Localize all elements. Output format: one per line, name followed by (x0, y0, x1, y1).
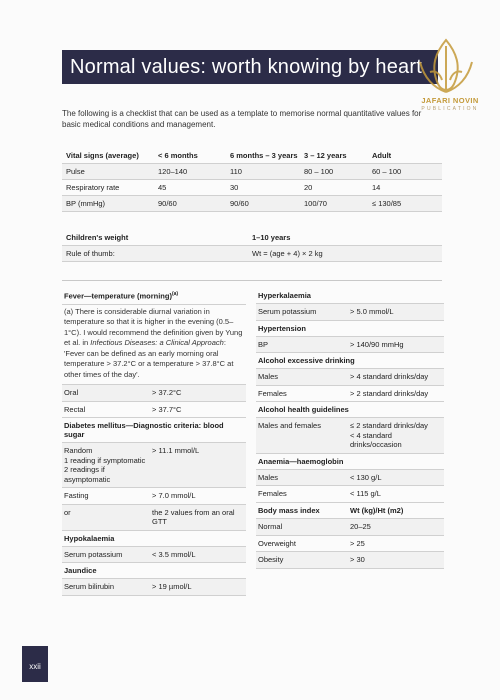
alcohol-excessive-heading: Alcohol excessive drinking (256, 353, 444, 369)
table-cell: 90/60 (158, 199, 177, 208)
table-row: Rectal > 37.7°C (62, 402, 246, 419)
table-cell: 110 (230, 167, 242, 176)
fever-heading: Fever—temperature (morning)$^{(a)}$ (62, 288, 246, 305)
alcohol-guidelines-heading: Alcohol health guidelines (256, 402, 444, 418)
table-row: Females < 115 g/L (256, 486, 444, 503)
table-row: Females > 2 standard drinks/day (256, 386, 444, 403)
left-column (62, 288, 246, 596)
hypertension-heading: Hypertension (256, 321, 444, 337)
table-cell: 45 (158, 183, 167, 192)
table-row: Males < 130 g/L (256, 470, 444, 487)
page-title: Normal values: worth knowing by heart (70, 55, 422, 78)
table-cell: ≤ 130/85 (372, 199, 402, 208)
table-row: Oral > 37.2°C (62, 385, 246, 402)
diabetes-heading: Diabetes mellitus—Diagnostic criteria: blood sugar (62, 418, 246, 443)
table-cell: 100/70 (304, 199, 327, 208)
table-cell: 90/60 (230, 199, 249, 208)
page-number-tab (22, 646, 48, 682)
table-header-cell: 3 – 12 years (304, 151, 347, 160)
childrens-weight-table (62, 230, 442, 262)
intro-text: The following is a checklist that can be used as a template to memorise normal quantitative values for basic medical conditions and management. (62, 109, 422, 129)
section-divider (62, 280, 442, 281)
fever-note: (a) There is considerable diurnal variation in temperature so that it is higher in the evening (0.5–1°C). I would recommend the definition given by Yung et al. in Infectious Diseases: a Clinical Approach: 'Fever can be defined as an early morning oral temperature > 37.2°C or a temperature > 37.8°C at other times of the day'. (62, 305, 246, 386)
table-row: Serum potassium > 5.0 mmol/L (256, 304, 444, 321)
table-header-cell: 6 months – 3 years (230, 151, 298, 160)
table-row (62, 196, 442, 212)
right-column (256, 288, 444, 569)
table-row: Serum potassium < 3.5 mmol/L (62, 547, 246, 564)
table-row: Males and females ≤ 2 standard drinks/day < 4 standard drinks/occasion (256, 418, 444, 454)
table-cell: BP (mmHg) (66, 199, 106, 208)
table-row: Overweight > 25 (256, 536, 444, 553)
table-cell: Pulse (66, 167, 85, 176)
bmi-header-row: Body mass index Wt (kg)/Ht (m2) (256, 503, 444, 520)
table-header-row (62, 230, 442, 246)
page-number: xxii (29, 662, 41, 671)
table-cell: 20 (304, 183, 313, 192)
title-banner (62, 50, 438, 84)
table-header-cell: Adult (372, 151, 392, 160)
hypokalaemia-heading: Hypokalaemia (62, 531, 246, 547)
table-cell: Wt = (age + 4) × 2 kg (252, 249, 323, 258)
table-header-cell: < 6 months (158, 151, 198, 160)
table-cell: 30 (230, 183, 239, 192)
table-cell: 80 – 100 (304, 167, 334, 176)
table-cell: 14 (372, 183, 381, 192)
table-row (62, 180, 442, 196)
table-row: Random 1 reading if symptomatic 2 readings if asymptomatic > 11.1 mmol/L (62, 443, 246, 488)
table-header-row (62, 148, 442, 164)
table-header-cell: 1–10 years (252, 233, 291, 242)
jaundice-heading: Jaundice (62, 563, 246, 579)
anaemia-heading: Anaemia—haemoglobin (256, 454, 444, 470)
table-row: Males > 4 standard drinks/day (256, 369, 444, 386)
table-row: Obesity > 30 (256, 552, 444, 569)
table-cell: 120–140 (158, 167, 188, 176)
table-row (62, 164, 442, 180)
table-row: Normal 20–25 (256, 519, 444, 536)
table-row (62, 246, 442, 262)
table-row: or the 2 values from an oral GTT (62, 505, 246, 531)
table-header-cell: Vital signs (average) (66, 151, 139, 160)
publisher-logo-sub: PUBLICATION (421, 106, 479, 112)
table-cell: Respiratory rate (66, 183, 120, 192)
table-row: BP > 140/90 mmHg (256, 337, 444, 354)
table-header-cell: Children's weight (66, 233, 129, 242)
table-row: Serum bilirubin > 19 µmol/L (62, 579, 246, 596)
publisher-logo-name: JAFARI NOVIN (421, 96, 479, 105)
table-cell: 60 – 100 (372, 167, 402, 176)
table-row: Fasting > 7.0 mmol/L (62, 488, 246, 505)
table-cell: Rule of thumb: (66, 249, 115, 258)
vital-signs-table (62, 148, 442, 212)
hyperkalaemia-heading: Hyperkalaemia (256, 288, 444, 304)
